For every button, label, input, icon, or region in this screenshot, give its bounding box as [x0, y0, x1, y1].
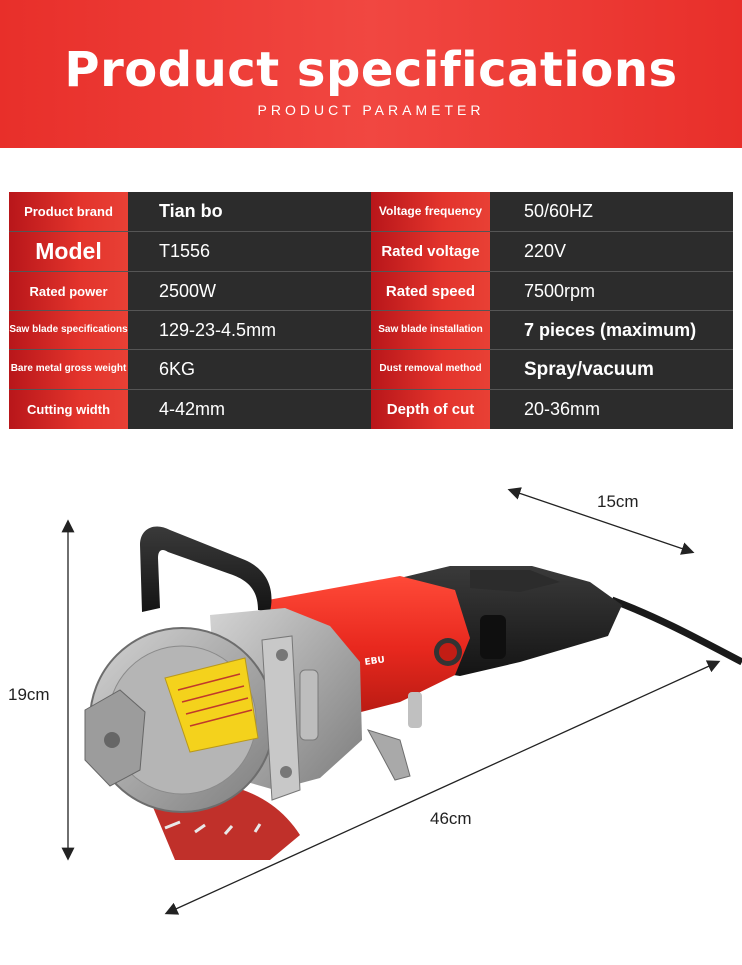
- page-subtitle: PRODUCT PARAMETER: [257, 102, 485, 118]
- spec-value: Spray/vacuum: [524, 358, 654, 380]
- product-illustration: [0, 440, 742, 960]
- spec-row: [9, 349, 733, 389]
- spec-label: Bare metal gross weight: [9, 350, 128, 389]
- spec-value: Tian bo: [159, 201, 223, 221]
- spec-value: 7 pieces (maximum): [524, 320, 697, 340]
- spec-value: 4-42mm: [159, 399, 226, 419]
- spec-label: Saw blade specifications: [9, 311, 128, 350]
- spec-row: [9, 231, 733, 271]
- spec-label: Saw blade installation: [371, 311, 490, 350]
- spec-label: Depth of cut: [371, 390, 490, 429]
- spec-row: [9, 271, 733, 311]
- spec-row: [9, 389, 733, 429]
- spec-value: 220V: [524, 241, 567, 261]
- spec-label: Product brand: [9, 192, 128, 231]
- power-cord: [612, 600, 742, 662]
- spec-value: 50/60HZ: [524, 201, 594, 221]
- width-dimension-label: 15cm: [597, 492, 639, 511]
- brand-mark: EBU: [364, 655, 386, 668]
- spec-value: 20-36mm: [524, 399, 601, 419]
- spec-table: [9, 192, 733, 429]
- length-dimension-label: 46cm: [430, 809, 472, 828]
- spec-row: [9, 310, 733, 350]
- spec-value: 129-23-4.5mm: [159, 320, 277, 340]
- spec-value: 7500rpm: [524, 281, 596, 301]
- top-handle: [140, 526, 272, 612]
- product-diagram: [0, 440, 742, 960]
- spec-label: Rated power: [9, 272, 128, 311]
- spec-label: Dust removal method: [371, 350, 490, 389]
- spec-label: Rated voltage: [371, 232, 490, 271]
- spec-row: [9, 192, 733, 231]
- spec-label: Model: [9, 232, 128, 271]
- spec-value: 2500W: [159, 281, 217, 301]
- height-dimension-label: 19cm: [8, 685, 50, 704]
- spec-value: 6KG: [159, 359, 196, 379]
- spec-label: Rated speed: [371, 272, 490, 311]
- spec-value: T1556: [159, 241, 211, 261]
- header-banner: [0, 0, 742, 148]
- spec-label: Cutting width: [9, 390, 128, 429]
- page-title: Product specifications: [64, 42, 678, 98]
- spec-label: Voltage frequency: [371, 192, 490, 231]
